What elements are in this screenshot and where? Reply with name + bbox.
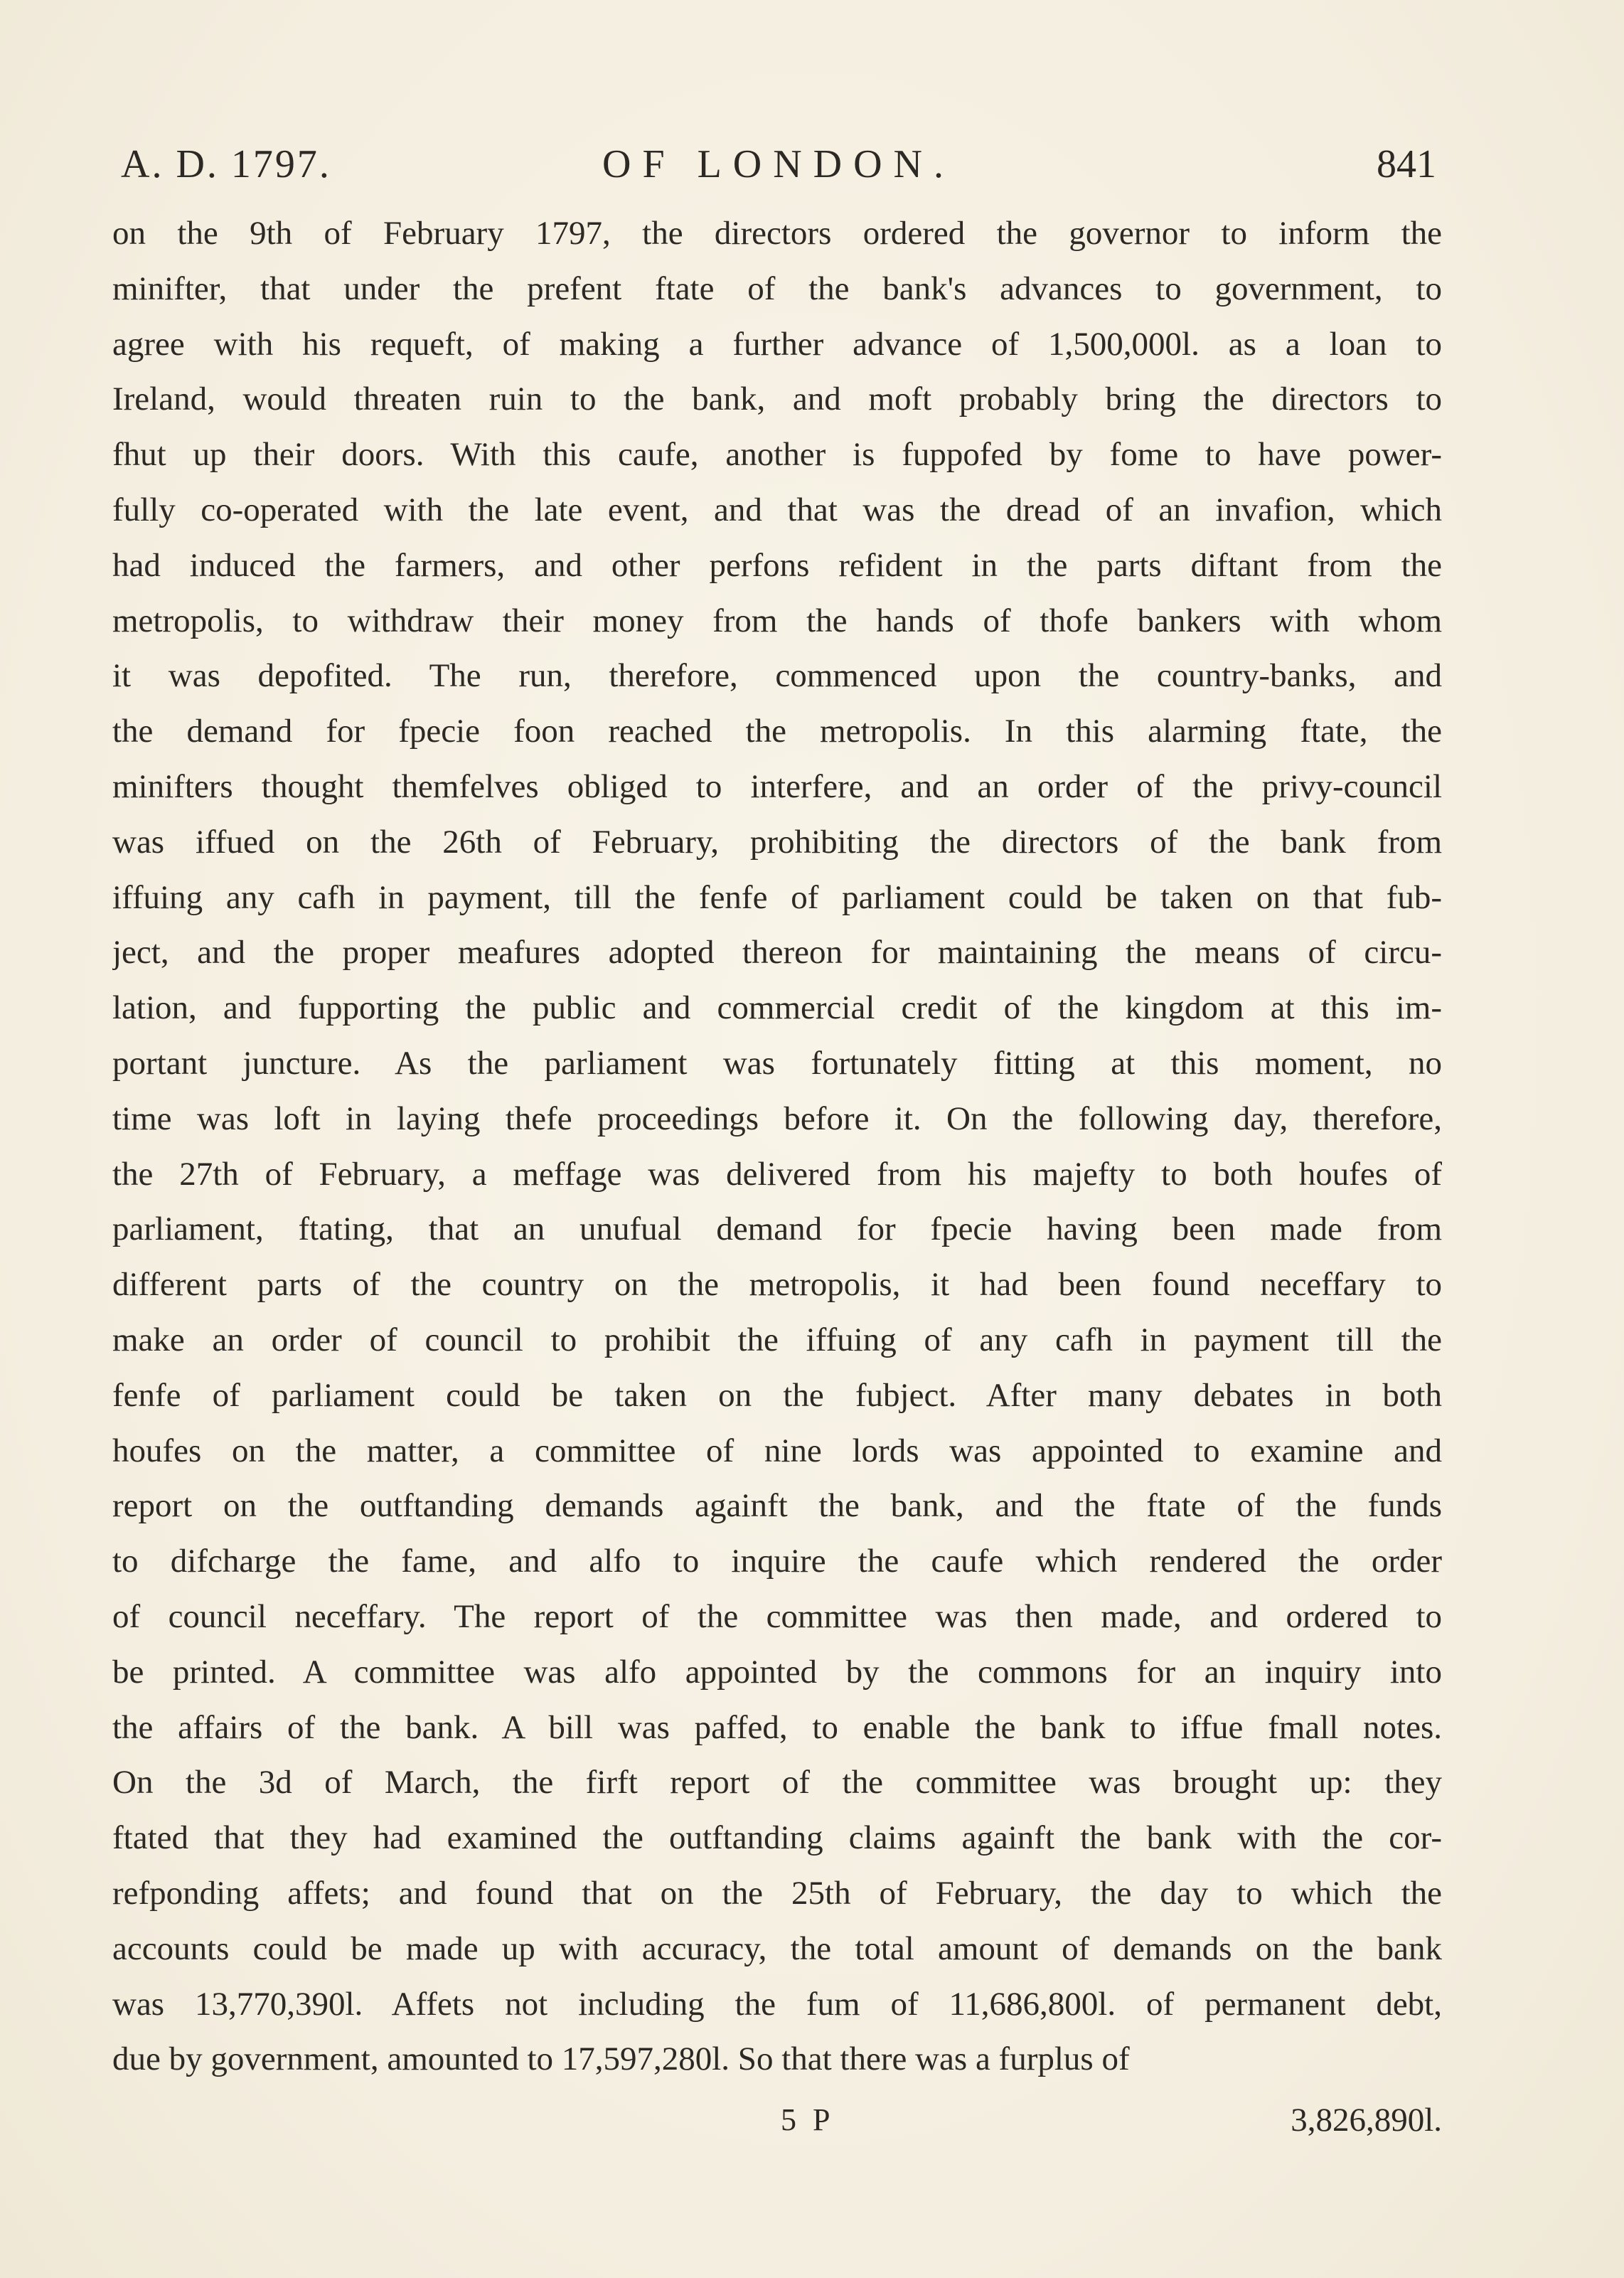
text-line: be printed. A committee was alfo appointed by the commons for an inquiry into: [112, 1653, 1442, 1691]
text-line: iffuing any cafh in payment, till the fenfe of parliament could be taken on that fub-: [112, 878, 1442, 916]
text-line: of council neceffary. The report of the committee was then made, and ordered to: [112, 1597, 1442, 1635]
text-line: make an order of council to prohibit the iffuing of any cafh in payment till the: [112, 1321, 1442, 1358]
text-line: fenfe of parliament could be taken on the fubject. After many debates in both: [112, 1376, 1442, 1414]
signature-mark: 5 P: [781, 2102, 835, 2137]
text-line: parliament, ftating, that an unufual demand for fpecie having been made from: [112, 1210, 1442, 1248]
text-line: accounts could be made up with accuracy, the total amount of demands on the bank: [112, 1930, 1442, 1967]
text-line: different parts of the country on the metropolis, it had been found neceffary to: [112, 1266, 1442, 1304]
text-line: it was depofited. The run, therefore, commenced upon the country-banks, and: [112, 657, 1442, 695]
body-text: [112, 206, 1442, 2087]
text-line: metropolis, to withdraw their money from the hands of thofe bankers with whom: [112, 602, 1442, 639]
text-line: on the 9th of February 1797, the directors ordered the governor to inform the: [112, 215, 1442, 252]
text-line: Ireland, would threaten ruin to the bank, and moft probably bring the directors to: [112, 380, 1442, 418]
text-line: portant juncture. As the parliament was fortunately fitting at this moment, no: [112, 1044, 1442, 1082]
text-line: was iffued on the 26th of February, prohibiting the directors of the bank from: [112, 823, 1442, 861]
text-line: report on the outftanding demands againft the bank, and the ftate of the funds: [112, 1487, 1442, 1525]
text-line: minifters thought themfelves obliged to interfere, and an order of the privy-council: [112, 767, 1442, 805]
header-date: A. D. 1797.: [121, 142, 331, 186]
text-line: refponding affets; and found that on the 25th of February, the day to which the: [112, 1874, 1442, 1912]
text-line: ftated that they had examined the outftanding claims againft the bank with the cor-: [112, 1819, 1442, 1857]
text-line: ject, and the proper meafures adopted thereon for maintaining the means of circu-: [112, 934, 1442, 972]
text-line: to difcharge the fame, and alfo to inquire the caufe which rendered the order: [112, 1543, 1442, 1580]
running-header: [121, 139, 1436, 189]
text-line: the affairs of the bank. A bill was paffed, to enable the bank to iffue fmall notes.: [112, 1708, 1442, 1746]
text-line: minifter, that under the prefent ftate of the bank's advances to government, to: [112, 270, 1442, 307]
text-line: time was loft in laying thefe proceedings before it. On the following day, therefore,: [112, 1100, 1442, 1137]
text-line: was 13,770,390l. Affets not including the fum of 11,686,800l. of permanent debt,: [112, 1985, 1442, 2023]
page-number: 841: [1377, 142, 1436, 186]
text-line: agree with his requeft, of making a further advance of 1,500,000l. as a loan to: [112, 325, 1442, 363]
header-title: OF LONDON.: [602, 142, 955, 186]
page-footer: [112, 2095, 1442, 2145]
text-line: lation, and fupporting the public and commercial credit of the kingdom at this im-: [112, 989, 1442, 1027]
text-line: had induced the farmers, and other perfons refident in the parts diftant from the: [112, 546, 1442, 584]
text-line: fully co-operated with the late event, and that was the dread of an invafion, which: [112, 491, 1442, 528]
text-line: houfes on the matter, a committee of nine lords was appointed to examine and: [112, 1432, 1442, 1469]
text-line: the demand for fpecie foon reached the metropolis. In this alarming ftate, the: [112, 713, 1442, 750]
catchword: 3,826,890l.: [1291, 2102, 1442, 2139]
text-line: On the 3d of March, the firft report of the committee was brought up: they: [112, 1764, 1442, 1801]
text-line: due by government, amounted to 17,597,280l. So that there was a furplus of: [112, 2040, 1130, 2078]
text-line: fhut up their doors. With this caufe, another is fuppofed by fome to have power-: [112, 436, 1442, 474]
text-line: the 27th of February, a meffage was delivered from his majefty to both houfes of: [112, 1155, 1442, 1193]
